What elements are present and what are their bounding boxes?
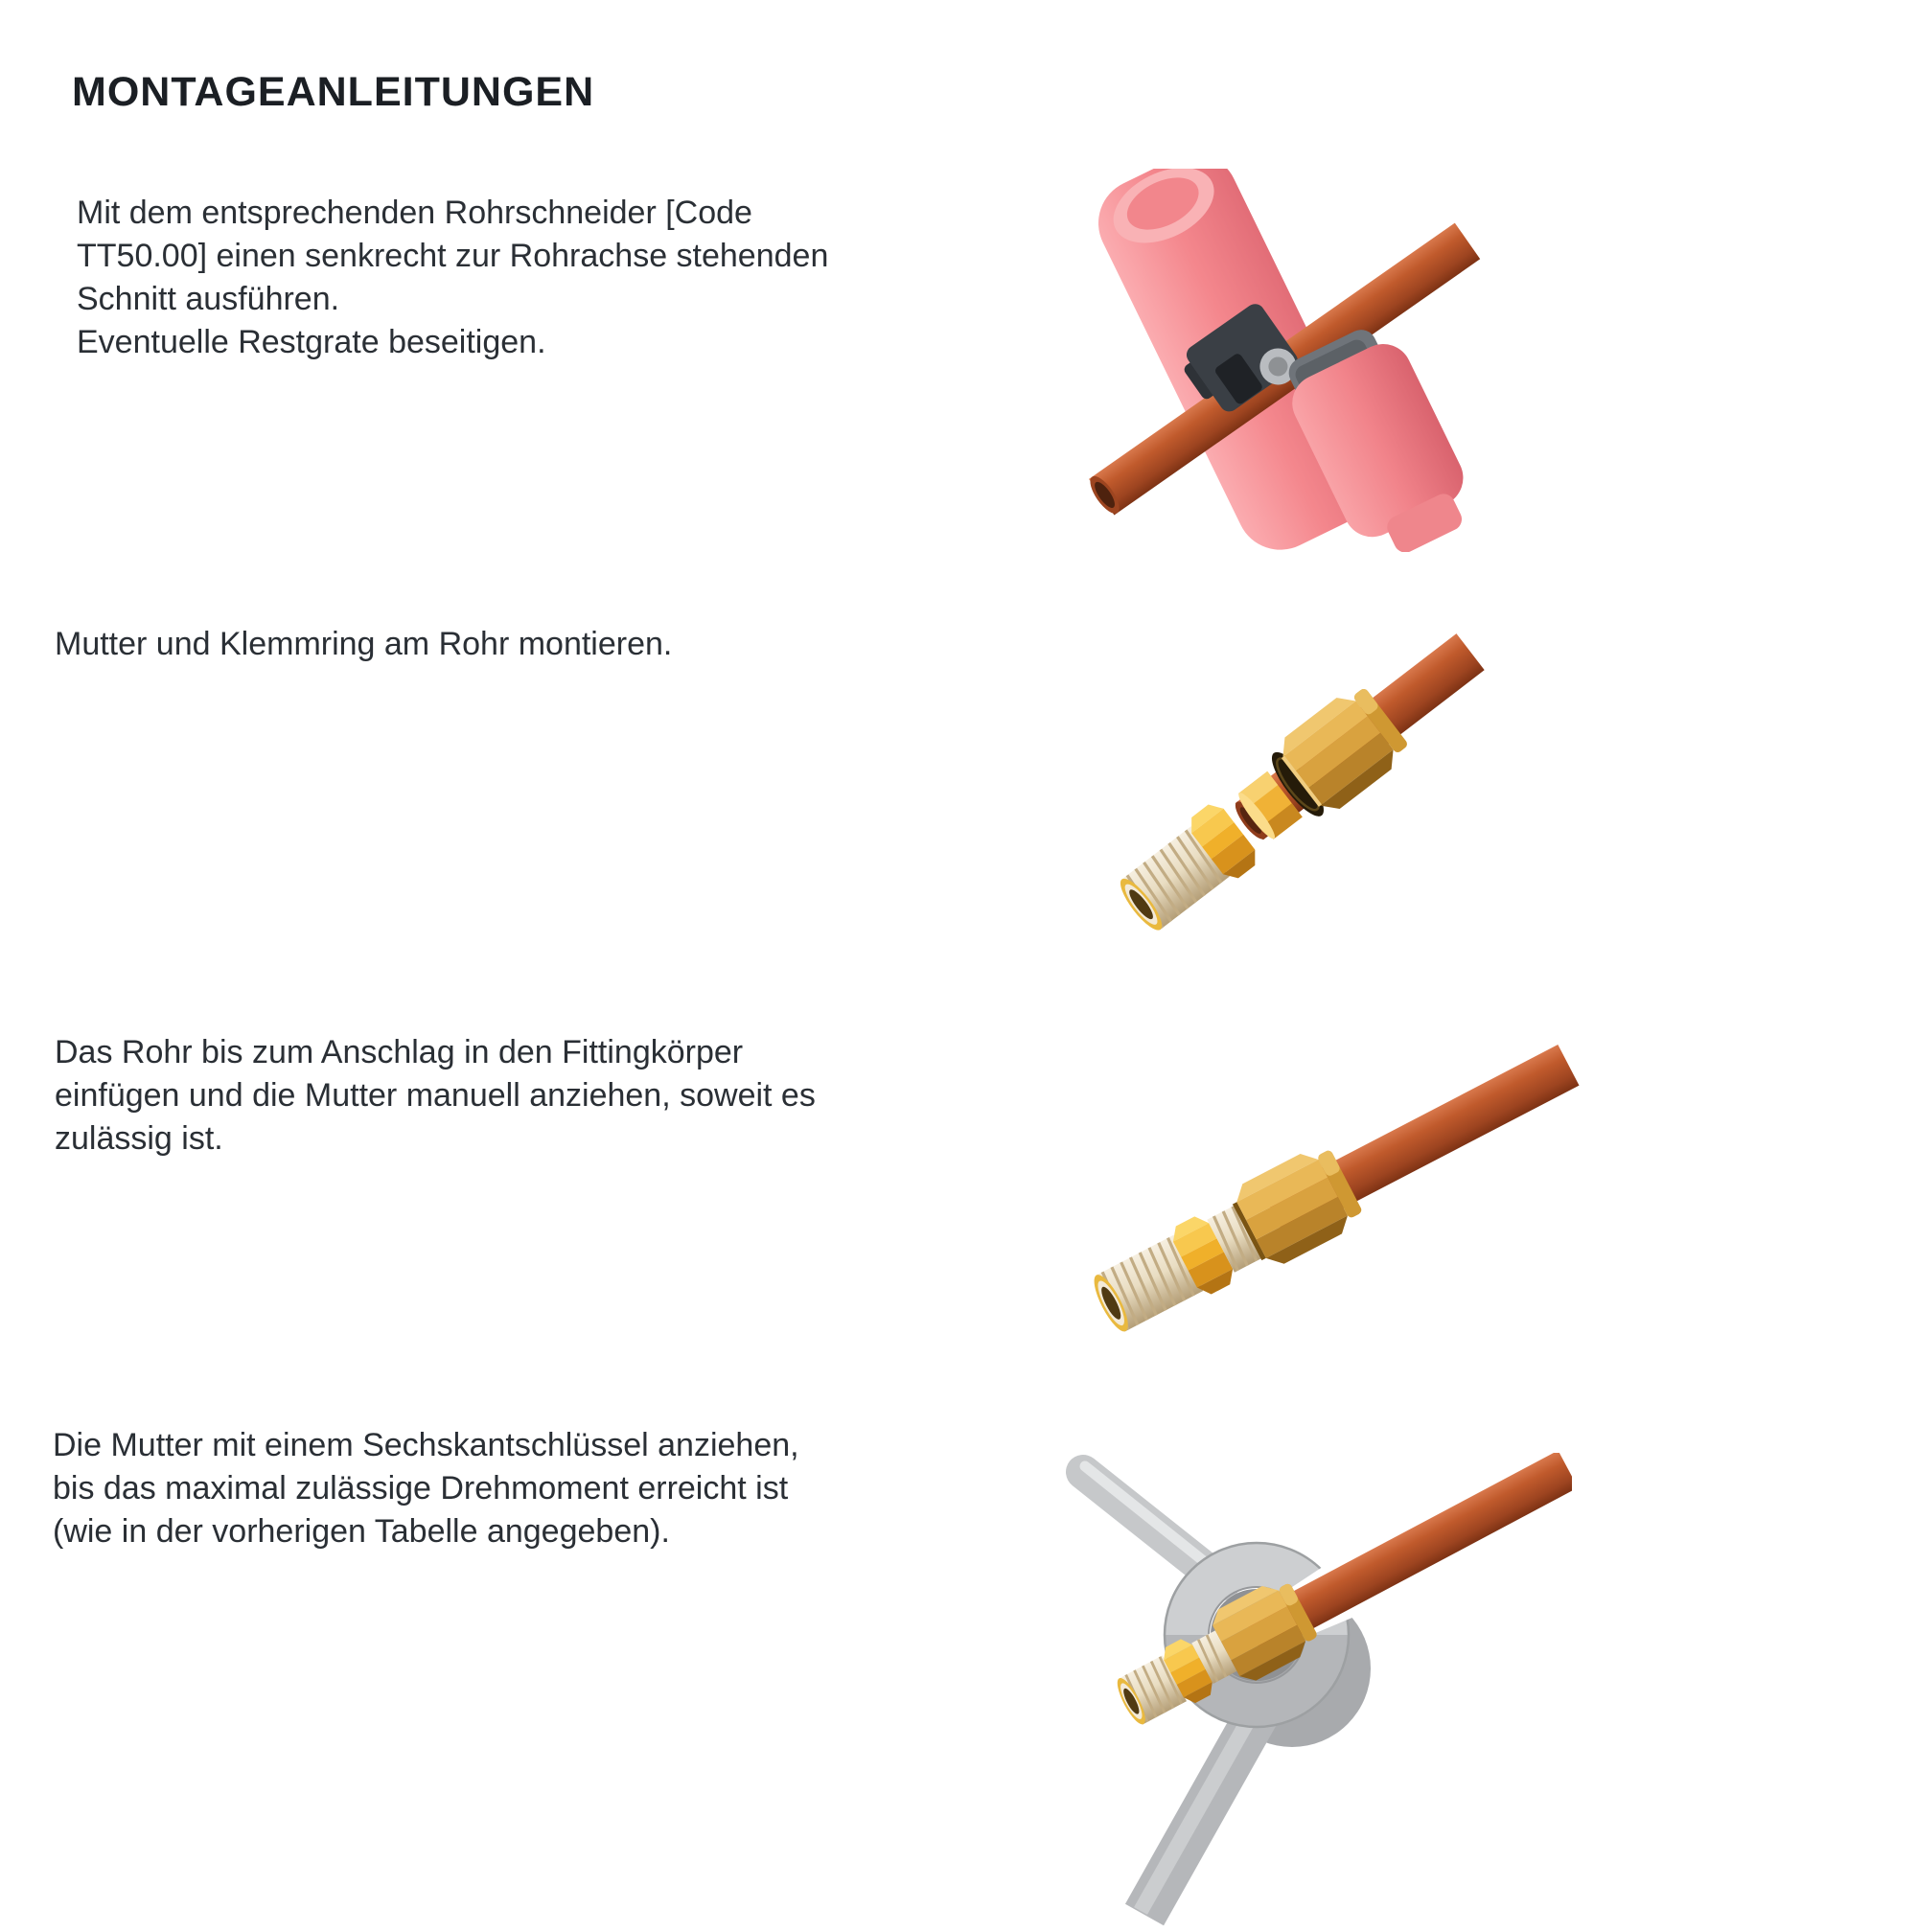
pipe-cutter-graphic <box>1035 169 1534 552</box>
fitting-body <box>1110 798 1262 940</box>
step-1-line-4: Eventuelle Restgrate beseitigen. <box>77 324 546 360</box>
step-4-line-2: bis das maximal zulässige Drehmoment erreicht ist <box>53 1470 789 1506</box>
step-1-line-2: TT50.00] einen senkrecht zur Rohrachse stehenden <box>77 238 829 274</box>
step-1-text <box>77 192 828 364</box>
step-2-text <box>55 623 672 666</box>
step-1-line-1: Mit dem entsprechenden Rohrschneider [Code <box>77 195 752 231</box>
illustration-assembled-fitting <box>1050 983 1586 1367</box>
assembled-fitting-graphic <box>1050 983 1586 1367</box>
step-1-line-3: Schnitt ausführen. <box>77 281 340 317</box>
step-4-text <box>53 1424 799 1553</box>
illustration-nut-and-clamp-ring <box>1074 629 1543 974</box>
step-2-line-1: Mutter und Klemmring am Rohr montieren. <box>55 626 673 662</box>
step-3-line-1: Das Rohr bis zum Anschlag in den Fittingkörper <box>55 1034 744 1070</box>
wrench-tightening-graphic <box>1035 1453 1572 1932</box>
step-3-line-2: einfügen und die Mutter manuell anziehen, soweit es <box>55 1077 816 1114</box>
step-3-line-3: zulässig ist. <box>55 1120 223 1157</box>
page-title: MONTAGEANLEITUNGEN <box>72 69 595 115</box>
nut-clamp-ring-graphic <box>1074 629 1543 974</box>
step-4-line-3: (wie in der vorherigen Tabelle angegeben). <box>53 1513 670 1550</box>
step-3-text <box>55 1031 816 1161</box>
step-4-line-1: Die Mutter mit einem Sechskantschlüssel anziehen, <box>53 1427 799 1463</box>
illustration-wrench-tightening <box>1035 1453 1572 1932</box>
illustration-pipe-cutter <box>1035 169 1534 552</box>
